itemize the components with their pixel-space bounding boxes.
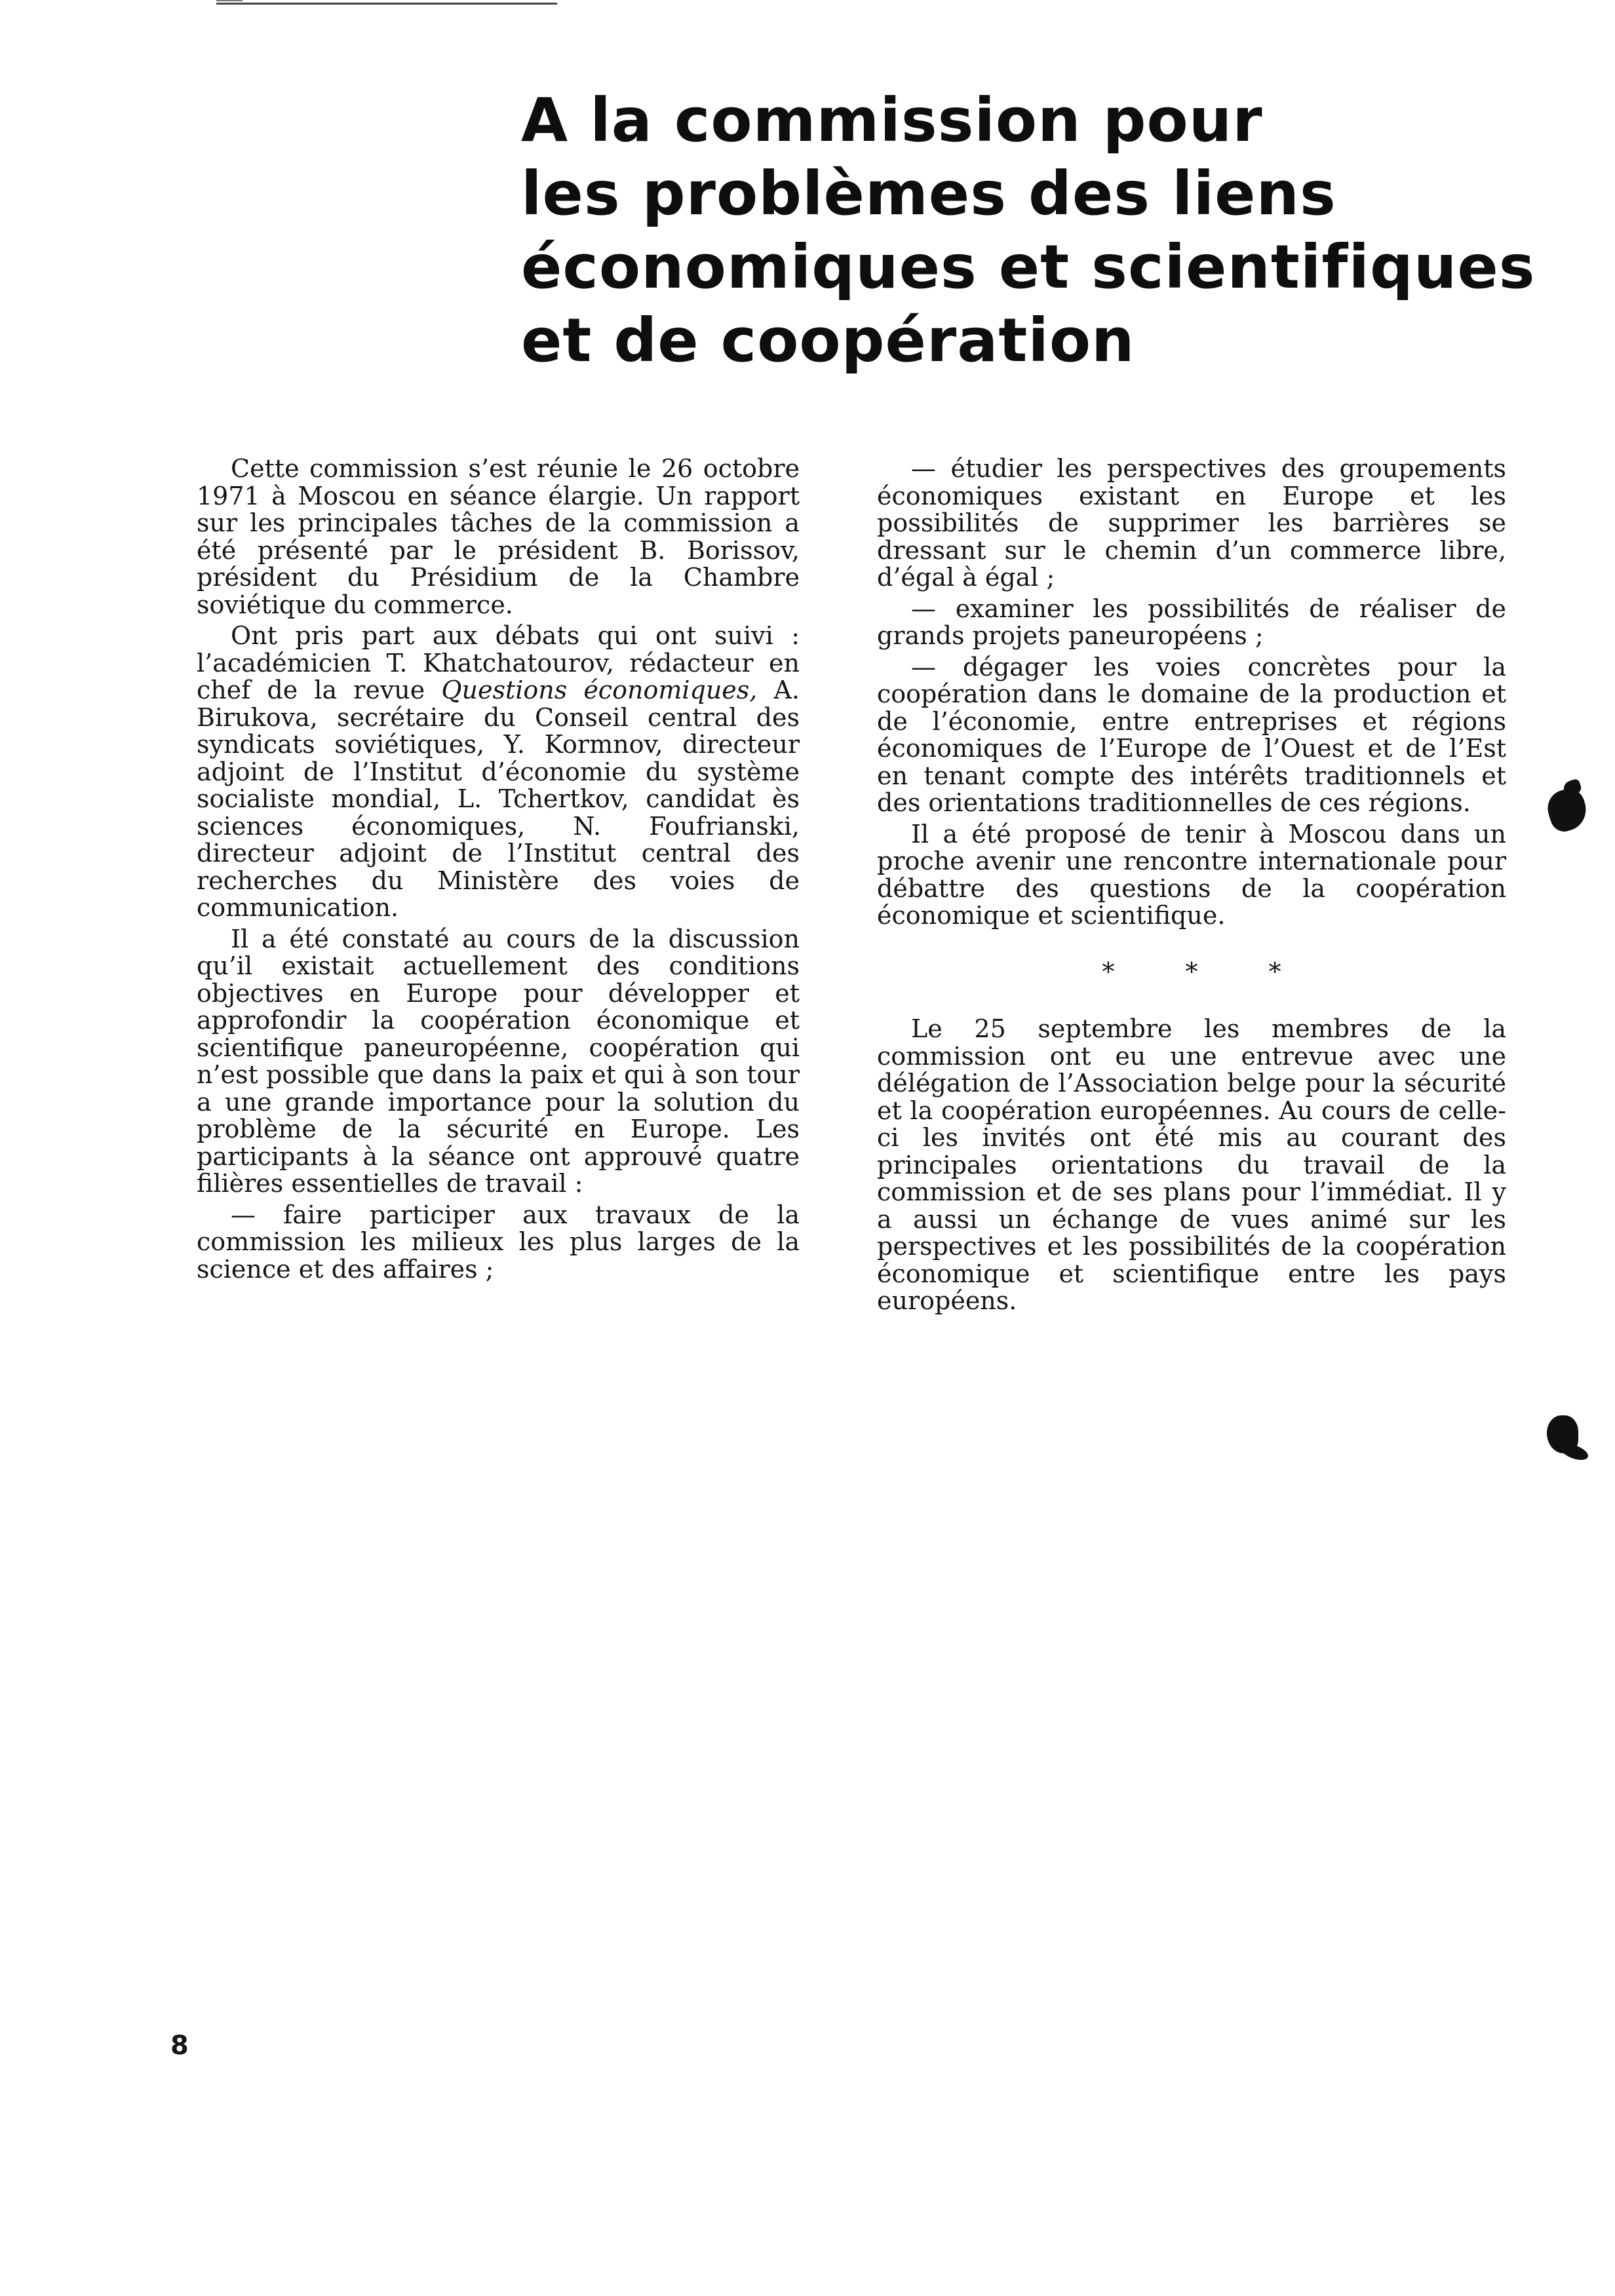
paragraph-delegation: Le 25 septembre les membres de la commission ont eu une entrevue avec une délégation de l’Association belge pour la sécurité et la coopération européennes. Au cours de celle-ci les invités ont été mis au courant des principales orientations du travail de la commission et de ses plans pour l’immédiat. Il y a aussi un échange de vues animé sur les perspectives et les possibilités de la coopération économique et scientifique entre les pays européens. [877, 1014, 1506, 1315]
participants-text-start: Ont pris part aux débats qui ont suivi : l’académicien T. Khatchatourov, rédacteur en chef de la revue [197, 621, 800, 704]
ink-blot-mark [1547, 1415, 1578, 1453]
participants-text-end: A. Birukova, secrétaire du Conseil central des syndicats soviétiques, Y. Kormnov, directeur adjoint de l’Institut d’économie du système socialiste mondial, L. Tchertkov, candidat ès sciences économiques, N. Foufrianski, directeur adjoint de l’Institut central des recherches du Ministère des voies de communication. [197, 676, 800, 922]
list-item-1: — faire participer aux travaux de la commission les milieux les plus larges de la science et des affaires ; [197, 1200, 800, 1284]
list-item-2: — étudier les perspectives des groupements économiques existant en Europe et les possibilités de supprimer les barrières se dressant sur le chemin d’un commerce libre, d’égal à égal ; [877, 454, 1506, 592]
list-item-3: — examiner les possibilités de réaliser de grands projets paneuropéens ; [877, 594, 1506, 650]
top-rule [216, 3, 557, 5]
paragraph-findings: Il a été constaté au cours de la discussion qu’il existait actuellement des conditions objectives en Europe pour développer et approfondir la coopération économique et scientifique paneuropéenne, coopération qui n’est possible que dans la paix et qui à son tour a une grande importance pour la solution du problème de la sécurité en Europe. Les participants à la séance ont approuvé quatre filières essentielles de travail : [197, 924, 800, 1198]
left-column [197, 455, 800, 1287]
page-number: 8 [170, 2031, 189, 2061]
list-item-4: — dégager les voies concrètes pour la coopération dans le domaine de la production et de l’économie, entre entreprises et régions économiques de l’Europe de l’Ouest et de l’Est en tenant compte des intérêts traditionnels et des orientations traditionnelles de ces régions. [877, 652, 1506, 817]
right-column [877, 455, 1506, 1319]
ink-blot-mark [1543, 785, 1591, 835]
paragraph-participants [197, 622, 800, 922]
title-line-3: économiques et scientifiques [521, 232, 1536, 302]
journal-title: Questions économiques, [441, 676, 758, 704]
title-line-1: A la commission pour [521, 85, 1263, 155]
title-line-4: et de coopération [521, 305, 1135, 375]
article-title [521, 84, 1536, 377]
paragraph-meeting: Cette commission s’est réunie le 26 octobre 1971 à Moscou en séance élargie. Un rapport sur les principales tâches de la commission a été présenté par le président B. Borissov, président du Présidium de la Chambre soviétique du commerce. [197, 454, 800, 619]
section-separator: * * * [1102, 957, 1313, 986]
title-line-2: les problèmes des liens [521, 159, 1336, 229]
top-rule-accent [216, 0, 243, 1]
paragraph-proposal: Il a été proposé de tenir à Moscou dans un proche avenir une rencontre internationale pour débattre des questions de la coopération économique et scientifique. [877, 819, 1506, 930]
